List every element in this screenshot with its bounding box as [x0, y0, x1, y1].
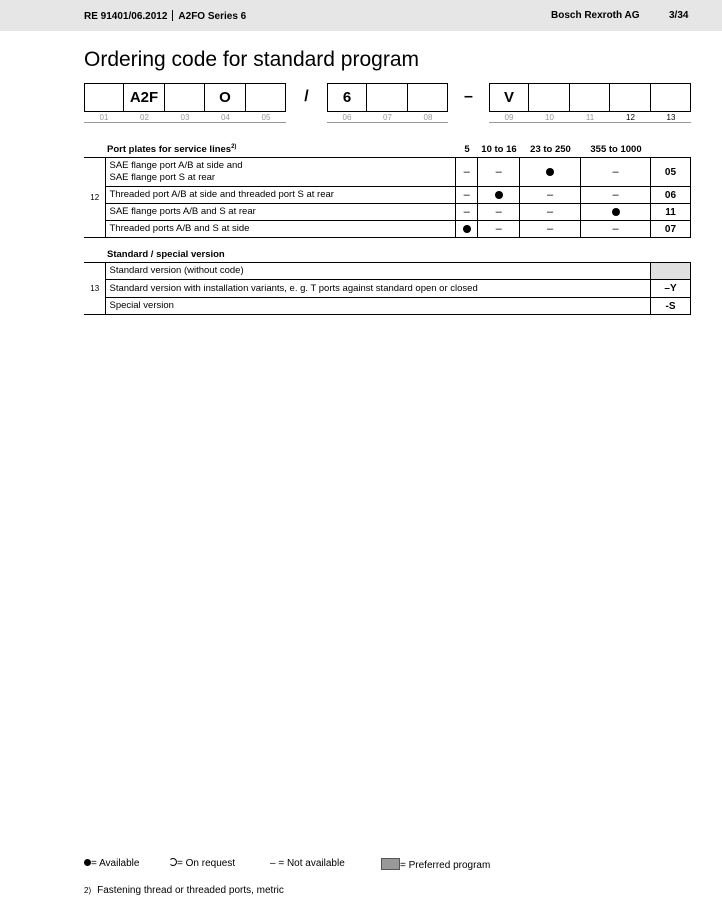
- availability-cell: –: [456, 158, 478, 187]
- order-code: 05: [650, 158, 690, 187]
- half-circle-icon: [169, 858, 177, 866]
- table-row: [84, 280, 691, 298]
- footnote-ref: 2): [231, 144, 237, 150]
- number-underline: [489, 122, 691, 123]
- filled-circle-icon: [495, 191, 503, 199]
- position-number: 08: [423, 113, 433, 122]
- availability-cell: [456, 221, 478, 238]
- legend-not-available: – = Not available: [270, 858, 345, 869]
- ordering-code-bar: [84, 83, 691, 112]
- row-description: Standard version (without code): [106, 263, 651, 280]
- code-box-13: [651, 83, 691, 112]
- position-number: 09: [504, 113, 514, 122]
- position-number: 11: [585, 113, 595, 122]
- row-description: SAE flange ports A/B and S at rear: [106, 204, 456, 221]
- footnote: [84, 885, 284, 896]
- number-underline: [327, 122, 448, 123]
- availability-cell: [581, 204, 651, 221]
- page-title: Ordering code for standard program: [84, 48, 420, 71]
- order-code: -S: [651, 298, 691, 315]
- availability-cell: –: [456, 204, 478, 221]
- code-box-03: [165, 83, 205, 112]
- version-title: Standard / special version: [107, 249, 225, 260]
- order-code: 11: [650, 204, 690, 221]
- availability-cell: –: [520, 187, 581, 204]
- availability-cell: [478, 187, 520, 204]
- column-header: 5: [464, 144, 470, 155]
- port-plates-title: [107, 144, 236, 155]
- position-number: 07: [383, 113, 392, 122]
- position-number: 10: [545, 113, 554, 122]
- legend-preferred: [381, 858, 490, 871]
- filled-circle-icon: [463, 225, 471, 233]
- availability-cell: –: [456, 187, 478, 204]
- row-description: [106, 158, 456, 187]
- company-name: Bosch Rexroth AG: [551, 10, 640, 21]
- code-box-12: [610, 83, 651, 112]
- code-box-04: O: [205, 83, 246, 112]
- column-header: 355 to 1000: [590, 144, 642, 155]
- code-box-07: [367, 83, 408, 112]
- series-name: A2FO Series 6: [178, 11, 247, 22]
- filled-circle-icon: [546, 168, 554, 176]
- order-code: –Y: [651, 280, 691, 298]
- order-code: 07: [650, 221, 690, 238]
- availability-cell: –: [581, 221, 651, 238]
- code-box-09: V: [489, 83, 529, 112]
- position-number: 06: [342, 113, 352, 122]
- code-box-08: [408, 83, 448, 112]
- availability-cell: –: [581, 187, 651, 204]
- column-header: 10 to 16: [481, 144, 517, 155]
- code-box-10: [529, 83, 570, 112]
- port-plates-title-text: Port plates for service lines: [107, 144, 232, 156]
- table-row: [84, 298, 691, 315]
- footnote-number: 2): [84, 886, 92, 895]
- availability-cell: –: [478, 204, 520, 221]
- table-row: [84, 221, 691, 238]
- desc-line: SAE flange port A/B at side and: [109, 160, 243, 171]
- header-left: [84, 10, 246, 22]
- header-divider: [172, 10, 173, 21]
- order-code: 06: [650, 187, 690, 204]
- port-plates-table: [84, 157, 691, 238]
- gray-box-icon: [381, 858, 400, 870]
- table-row: [84, 204, 691, 221]
- code-box-02: A2F: [124, 83, 165, 112]
- legend-text: = Available: [91, 858, 140, 869]
- doc-ref: RE 91401/06.2012: [84, 11, 168, 22]
- position-number: 05: [261, 113, 271, 122]
- table-row: [84, 158, 691, 187]
- availability-cell: –: [520, 204, 581, 221]
- code-box-01: [84, 83, 124, 112]
- table-row: [84, 187, 691, 204]
- preferred-code: [651, 263, 691, 280]
- row-description: Standard version with installation variants, e. g. T ports against standard open or closed: [106, 280, 651, 298]
- position-number: 02: [140, 113, 149, 122]
- page-header: [0, 0, 722, 31]
- row-description: Special version: [106, 298, 651, 315]
- position-number: 04: [221, 113, 230, 122]
- availability-cell: [520, 158, 581, 187]
- footnote-text: Fastening thread or threaded ports, metric: [97, 885, 284, 896]
- position-number: 03: [180, 113, 190, 122]
- code-separator-slash: /: [304, 88, 309, 105]
- filled-circle-icon: [84, 859, 91, 866]
- group-number: 12: [84, 158, 106, 238]
- legend-available: [84, 858, 139, 869]
- position-number: 13: [666, 113, 676, 122]
- code-box-06: 6: [327, 83, 367, 112]
- filled-circle-icon: [612, 208, 620, 216]
- code-box-11: [570, 83, 610, 112]
- availability-cell: –: [478, 221, 520, 238]
- row-description: Threaded ports A/B and S at side: [106, 221, 456, 238]
- position-number: 01: [99, 113, 109, 122]
- row-description: Threaded port A/B at side and threaded port S at rear: [106, 187, 456, 204]
- table-row: [84, 263, 691, 280]
- number-underline: [84, 122, 286, 123]
- legend-text: = Preferred program: [400, 860, 491, 871]
- page-number: 3/34: [669, 10, 689, 21]
- position-number: 12: [626, 113, 635, 122]
- column-header: 23 to 250: [530, 144, 571, 155]
- code-box-05: [246, 83, 286, 112]
- availability-cell: –: [478, 158, 520, 187]
- code-separator-dash: –: [464, 88, 473, 105]
- availability-cell: –: [581, 158, 651, 187]
- availability-cell: –: [520, 221, 581, 238]
- version-table: [84, 262, 691, 315]
- legend-on-request: [169, 858, 235, 869]
- legend-text: = On request: [177, 858, 236, 869]
- desc-line: SAE flange port S at rear: [109, 172, 216, 183]
- group-number: 13: [84, 263, 106, 315]
